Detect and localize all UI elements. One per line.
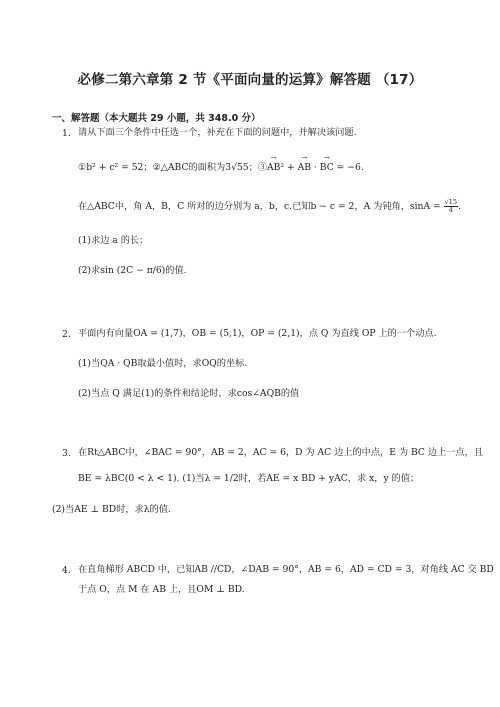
problem-3-question-2: (2)当AE ⊥ BD时，求λ的值.	[52, 504, 171, 515]
problem-4-stem: 在直角梯形 ABCD 中，已知AB //CD，∠DAB = 90°，AB = 6，AD = CD = 3，对角线 AC 交 BD	[78, 564, 494, 575]
problem-3-number: 3.	[62, 448, 71, 459]
fraction-denominator: 4	[448, 205, 453, 214]
stem-text: 在△ABC中，角 A，B，C 所对的边分别为 a，b，c.已知b − c = 2，A 为钝角，sinA =	[78, 200, 444, 212]
page-title: 必修二第六章第 2 节《平面向量的运算》解答题 （17）	[77, 72, 423, 88]
stem-end: .	[458, 200, 461, 212]
problem-2-question-2: (2)当点 Q 满足(1)的条件和结论时，求cos∠AQB的值	[78, 388, 300, 399]
problem-3-stem-2: BE = λBC(0 < λ < 1). (1)当λ = 1/2时，若AE = x BD + yAC，求 x，y 的值；	[78, 473, 420, 484]
problem-4-number: 4.	[62, 565, 71, 576]
problem-1-stem	[78, 199, 461, 214]
conditions-part-g: = −6.	[333, 162, 364, 173]
conditions-part-e: ·	[311, 162, 320, 173]
problem-4-stem-2: 于点 O，点 M 在 AB 上，且OM ⊥ BD.	[78, 584, 245, 595]
problem-1-question-1: (1)求边 a 的长；	[78, 235, 149, 246]
vector-ab: → AB	[267, 163, 280, 172]
vector-ab-2: → AB	[298, 163, 311, 172]
problem-1-intro: 请从下面三个条件中任选一个，补充在下面的问题中，并解决该问题.	[78, 127, 357, 138]
fraction-numerator: √15	[444, 198, 458, 206]
vector-bc: → BC	[320, 163, 334, 172]
sin-fraction	[444, 199, 458, 214]
problem-3-stem: 在Rt△ABC中，∠BAC = 90°，AB = 2，AC = 6，D 为 AC 边上的中点，E 为 BC 边上一点，且	[78, 447, 483, 458]
section-header: 一、解答题（本大题共 29 小题，共 348.0 分）	[52, 113, 261, 124]
problem-1-conditions	[78, 163, 364, 172]
conditions-part-a: ①b² + c² = 52；②△ABC的面积为3√55；③	[78, 162, 267, 173]
problem-1-question-2: (2)求sin (2C − π/6)的值.	[78, 265, 187, 276]
problem-2-question-1: (1)当QA · QB取最小值时，求OQ的坐标.	[78, 358, 248, 369]
conditions-part-c: ² +	[280, 162, 298, 173]
problem-2-number: 2.	[62, 329, 71, 340]
problem-2-stem: 平面内有向量OA = (1,7)，OB = (5,1)，OP = (2,1)，点 Q 为直线 OP 上的一个动点.	[78, 328, 437, 339]
problem-1-number: 1.	[62, 128, 71, 139]
